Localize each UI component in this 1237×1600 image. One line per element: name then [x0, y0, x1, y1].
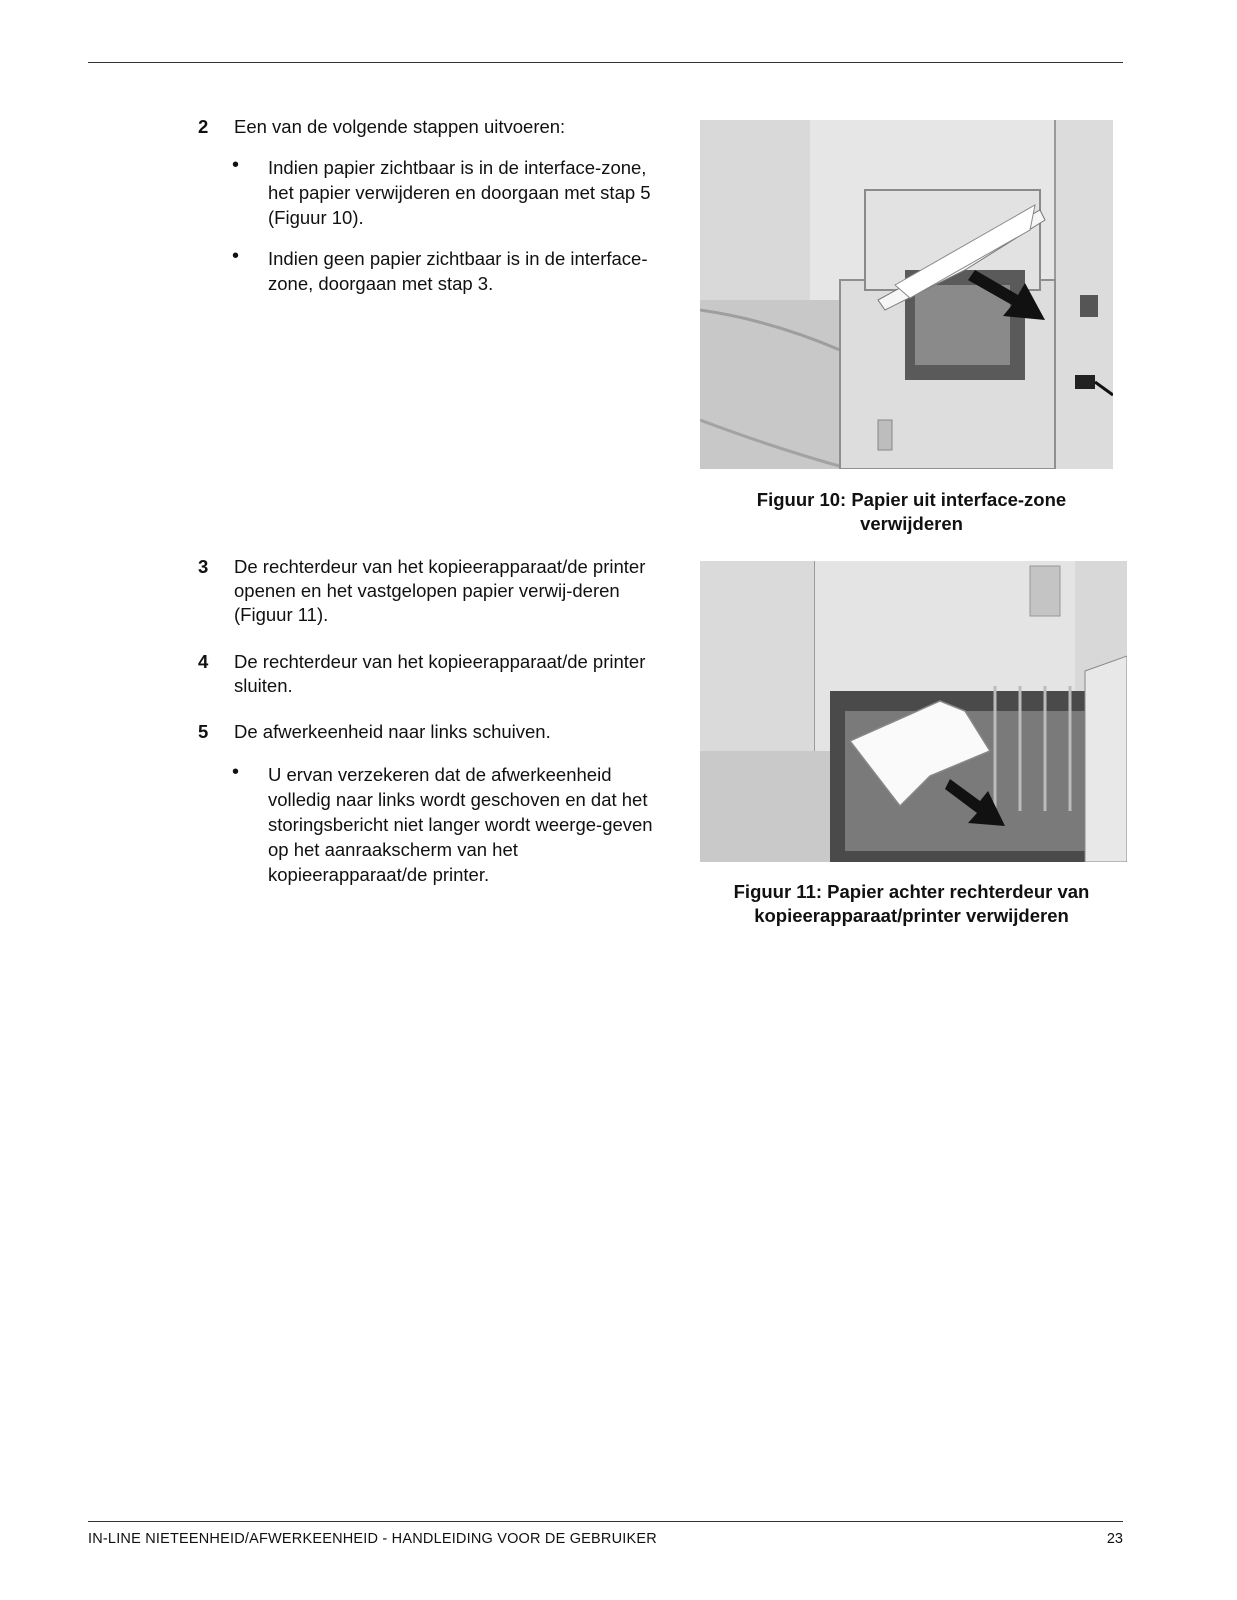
footer-title: IN-LINE NIETEENHEID/AFWERKEENHEID - HANDLEIDING VOOR DE GEBRUIKER [88, 1531, 657, 1547]
bullet-text: Indien papier zichtbaar is in de interface-zone, het papier verwijderen en doorgaan met stap 5 (Figuur 10). [268, 157, 651, 228]
step-text: De rechterdeur van het kopieerapparaat/de printer openen en het vastgelopen papier verwij-deren (Figuur 11). [234, 556, 646, 625]
step-text: De afwerkeenheid naar links schuiven. [234, 721, 551, 742]
bullet-icon: • [232, 245, 240, 267]
figure-10-caption [700, 488, 1123, 536]
page-number: 23 [1106, 1531, 1123, 1547]
caption-line: kopieerapparaat/printer verwijderen [754, 905, 1069, 926]
bullet-text: U ervan verzekeren dat de afwerkeenheid volledig naar links wordt geschoven en dat het storingsbericht niet langer wordt weerge-geven op het aanraakscherm van het kopieerapparaat/de printer. [268, 764, 653, 885]
caption-line: Figuur 11: Papier achter rechterdeur van [733, 881, 1090, 902]
header-rule [88, 62, 1123, 63]
step-number: 2 [198, 116, 209, 137]
caption-line: Figuur 10: Papier uit interface-zone [756, 489, 1067, 510]
step-text: Een van de volgende stappen uitvoeren: [234, 116, 566, 137]
step-text: De rechterdeur van het kopieerapparaat/de printer sluiten. [234, 651, 646, 696]
bullet-icon: • [232, 154, 240, 176]
step-number: 3 [198, 556, 209, 577]
figure-11-photo [700, 561, 1127, 862]
figure-11-caption [700, 880, 1123, 928]
step-number: 4 [198, 651, 209, 672]
figure-10-photo [700, 120, 1113, 469]
caption-line: verwijderen [860, 513, 963, 534]
footer-rule [88, 1521, 1123, 1522]
bullet-text: Indien geen papier zichtbaar is in de interface-zone, doorgaan met stap 3. [268, 248, 648, 294]
bullet-icon: • [232, 761, 240, 783]
step-number: 5 [198, 721, 209, 742]
